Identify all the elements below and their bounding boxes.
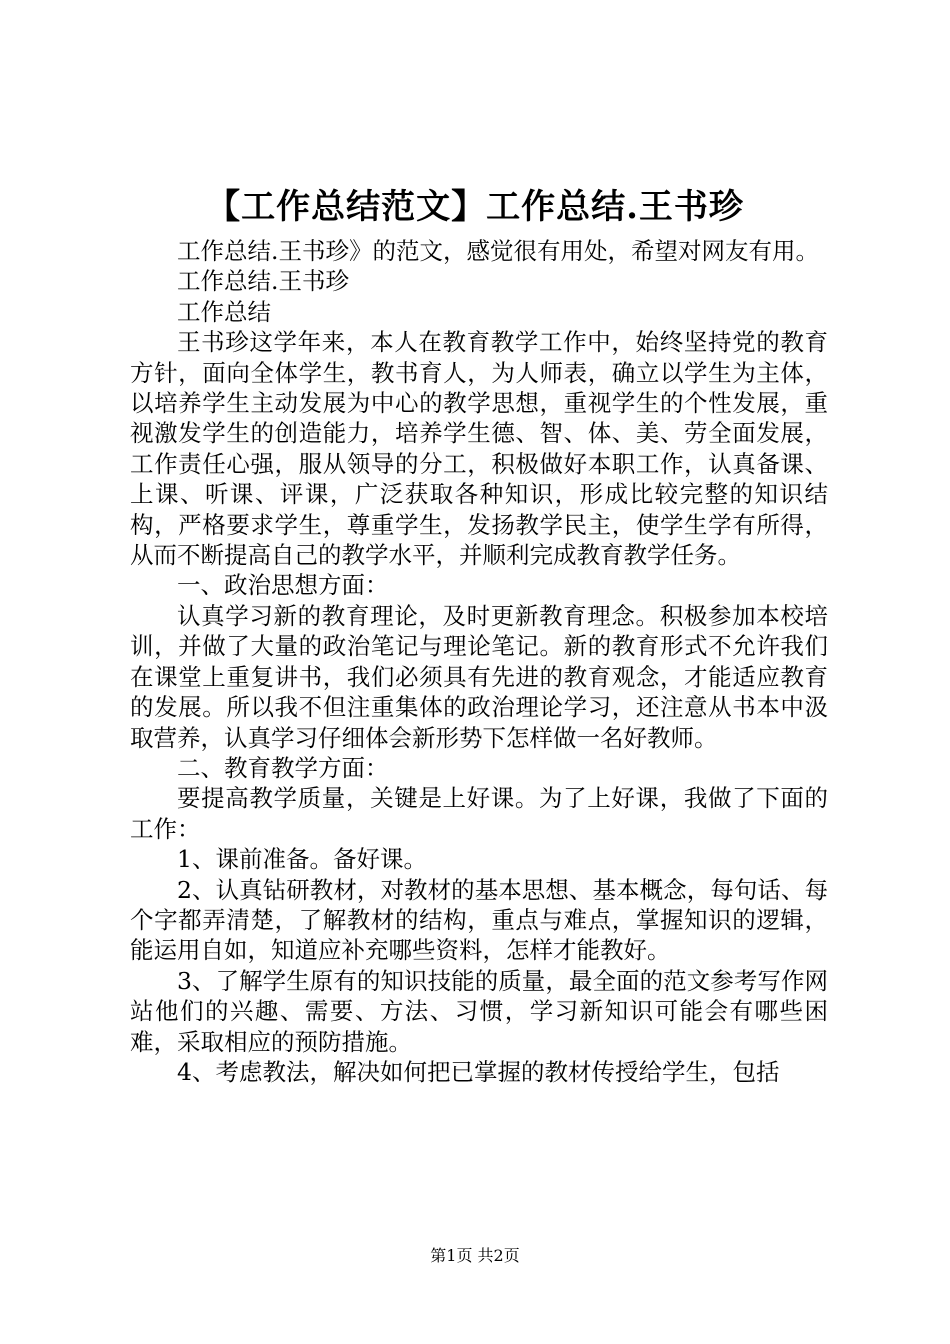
paragraph-summary: 王书珍这学年来，本人在教育教学工作中，始终坚持党的教育方针，面向全体学生，教书育人，为人师表，确立以学生为主体，以培养学生主动发展为中心的教学思想，重视学生的个性发展，重视激发学生的创造能力，培养学生德、智、体、美、劳全面发展，工作责任心强，服从领导的分工，积极做好本职工作，认真备课、上课、听课、评课，广泛获取各种知识，形成比较完整的知识结构，严格要求学生，尊重学生，发扬教学民主，使学生学有所得，从而不断提高自己的教学水平，并顺利完成教育教学任务。 bbox=[130, 328, 828, 570]
list-item-1: 1、课前准备。备好课。 bbox=[177, 845, 427, 874]
paragraph-political: 认真学习新的教育理论，及时更新教育理念。积极参加本校培训，并做了大量的政治笔记与理论笔记。新的教育形式不允许我们在课堂上重复讲书，我们必须具有先进的教育观念，才能适应教育的发展。所以我不但注重集体的政治理论学习，还注意从书本中汲取营养，认真学习仔细体会新形势下怎样做一名好教师。 bbox=[130, 601, 828, 752]
list-item-2: 2、认真钻研教材，对教材的基本思想、基本概念，每句话、每个字都弄清楚，了解教材的结构，重点与难点，掌握知识的逻辑，能运用自如，知道应补充哪些资料，怎样才能教好。 bbox=[130, 875, 828, 965]
paragraph-intro: 工作总结.王书珍》的范文，感觉很有用处，希望对网友有用。 bbox=[177, 237, 819, 265]
section-heading-political: 一、政治思想方面： bbox=[177, 571, 389, 600]
section-heading-teaching: 二、教育教学方面： bbox=[177, 753, 389, 782]
document-body bbox=[130, 236, 828, 1087]
page-number-footer: 第1页 共2页 bbox=[430, 1246, 520, 1265]
list-item-4: 4、考虑教法，解决如何把已掌握的教材传授给学生，包括 bbox=[177, 1057, 780, 1086]
list-item-3: 3、了解学生原有的知识技能的质量，最全面的范文参考写作网站他们的兴趣、需要、方法、习惯，学习新知识可能会有哪些困难，采取相应的预防措施。 bbox=[130, 966, 828, 1056]
paragraph-subtitle: 工作总结.王书珍 bbox=[177, 267, 349, 296]
paragraph-heading: 工作总结 bbox=[177, 297, 271, 326]
paragraph-teaching-intro: 要提高教学质量，关键是上好课。为了上好课，我做了下面的工作： bbox=[130, 784, 828, 843]
document-title: 【工作总结范文】工作总结.王书珍 bbox=[206, 187, 744, 227]
